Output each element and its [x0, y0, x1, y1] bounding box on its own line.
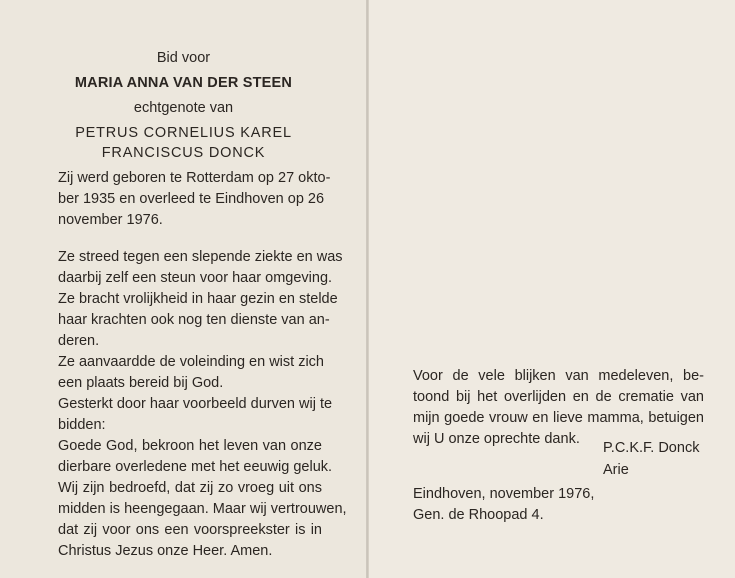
memorial-text-line: Ze aanvaardde de voleinding en wist zich — [58, 354, 324, 370]
memorial-text-line: bidden: — [58, 417, 106, 433]
memorial-text-line: ber 1935 en overleed te Eindhoven op 26 — [58, 191, 325, 207]
thanks-text-line: Voor de vele blijken van medeleven, be- — [413, 368, 704, 384]
memorial-text-line: Zij werd geboren te Rotterdam op 27 okto- — [58, 170, 331, 186]
memorial-text-line: een plaats bereid bij God. — [58, 375, 224, 391]
thanks-text-line: toond bij het overlijden en de crematie van — [413, 389, 704, 405]
memorial-text-line: dierbare overledene met het eeuwig geluk. — [58, 459, 333, 475]
bid-voor-heading: Bid voor — [156, 50, 211, 66]
memorial-text-line: dat zij voor ons een voorspreekster is in — [58, 522, 322, 538]
place-date: Eindhoven, november 1976, — [413, 486, 595, 502]
memorial-text-line: midden is heengegaan. Maar wij vertrouwen, — [58, 501, 347, 517]
spouse-name-line1: PETRUS CORNELIUS KAREL — [75, 125, 292, 141]
thanks-text-line: wij U onze oprechte dank. — [413, 431, 580, 447]
memorial-text-line: Gesterkt door haar voorbeeld durven wij te — [58, 396, 333, 412]
memorial-text-line: Christus Jezus onze Heer. Amen. — [58, 543, 273, 559]
memorial-text-line: Ze streed tegen een slepende ziekte en was — [58, 249, 343, 265]
memorial-text-line: daarbij zelf een steun voor haar omgeving. — [58, 270, 333, 286]
spouse-intro: echtgenote van — [133, 100, 234, 116]
memorial-text-line: Ze bracht vrolijkheid in haar gezin en stelde — [58, 291, 338, 307]
spouse-name-line2: FRANCISCUS DONCK — [101, 145, 266, 161]
memorial-text-line: haar krachten ook nog ten dienste van an- — [58, 312, 330, 328]
signature-child: Arie — [603, 462, 629, 478]
left-panel — [0, 0, 367, 578]
memorial-text-line: Goede God, bekroon het leven van onze — [58, 438, 322, 454]
memorial-text-line: deren. — [58, 333, 100, 349]
address: Gen. de Rhoopad 4. — [413, 507, 544, 523]
signature-name: P.C.K.F. Donck — [603, 440, 700, 456]
thanks-text-line: mijn goede vrouw en lieve mamma, betuigen — [413, 410, 704, 426]
deceased-name: MARIA ANNA VAN DER STEEN — [74, 75, 293, 91]
memorial-text-line: november 1976. — [58, 212, 163, 228]
memorial-text-line: Wij zijn bedroefd, dat zij zo vroeg uit ons — [58, 480, 322, 496]
